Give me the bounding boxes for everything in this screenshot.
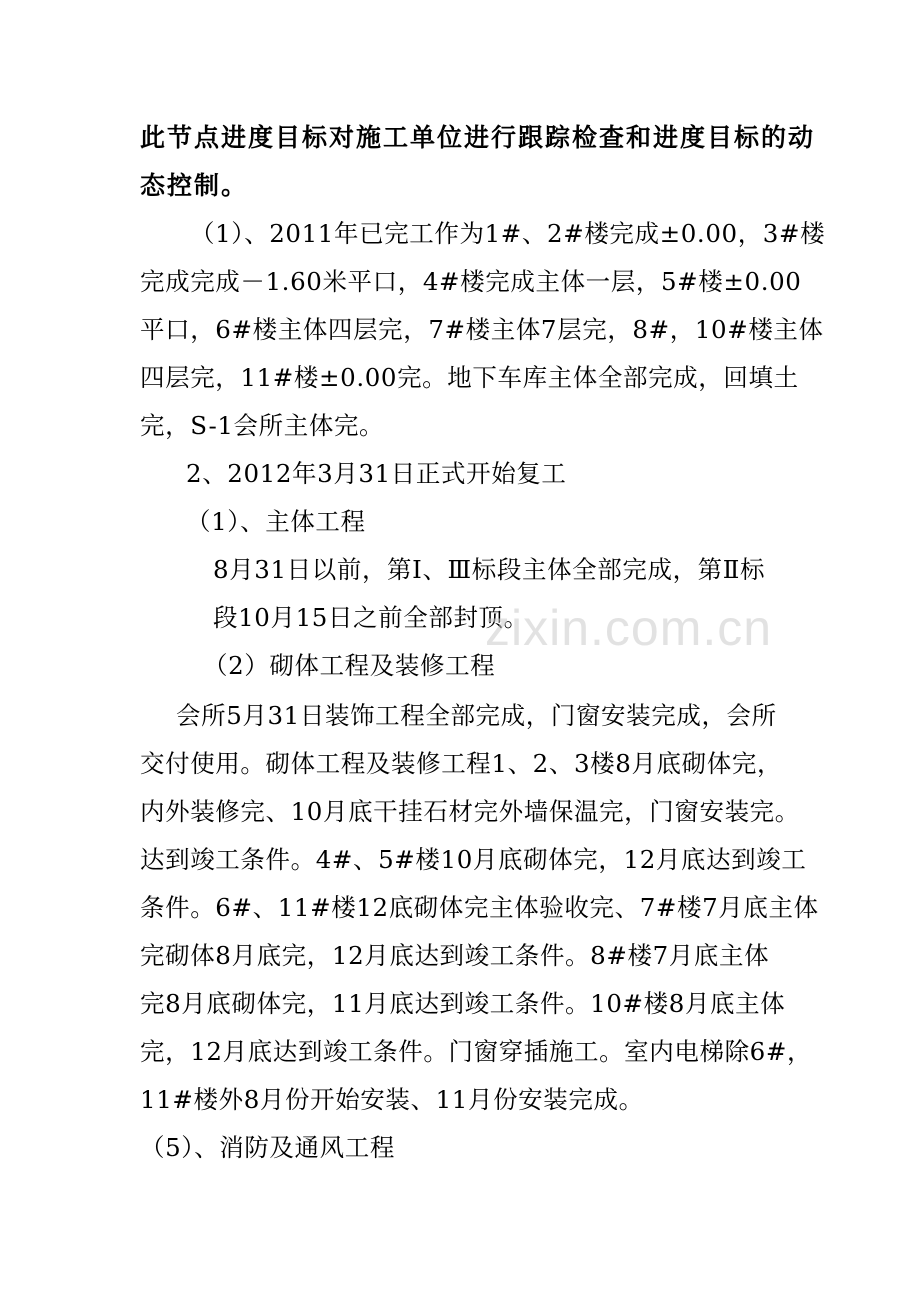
paragraph-line-15: 内外装修完、10月底干挂石材完外墙保温完，门窗安装完。 bbox=[140, 797, 800, 826]
paragraph-line-21: 11#楼外8月份开始安装、11月份安装完成。 bbox=[140, 1085, 644, 1114]
paragraph-line-19: 完8月底砌体完，11月底达到竣工条件。10#楼8月底主体 bbox=[140, 989, 786, 1018]
paragraph-line-14: 交付使用。砌体工程及装修工程1、2、3楼8月底砌体完， bbox=[140, 749, 783, 778]
paragraph-line-10: 8月31日以前，第Ⅰ、Ⅲ标段主体全部完成，第Ⅱ标 bbox=[213, 555, 766, 584]
subsection-heading-masonry: （2）砌体工程及装修工程 bbox=[203, 651, 496, 680]
paragraph-line-5: 平口，6#楼主体四层完，7#楼主体7层完，8#，10#楼主体 bbox=[140, 315, 824, 344]
subsection-heading-fire-ventilation: （5）、消防及通风工程 bbox=[140, 1133, 395, 1162]
paragraph-line-6: 四层完，11#楼±0.00完。地下车库主体全部完成，回填土 bbox=[140, 363, 799, 392]
paragraph-line-2: 态控制。 bbox=[140, 171, 249, 200]
paragraph-line-17: 条件。6#、11#楼12底砌体完主体验收完、7#楼7月底主体 bbox=[140, 893, 819, 922]
subsection-heading-main-structure: （1）、主体工程 bbox=[186, 507, 366, 536]
paragraph-line-16: 达到竣工条件。4#、5#楼10月底砌体完，12月底达到竣工 bbox=[140, 845, 807, 874]
paragraph-line-4: 完成完成－1.60米平口，4#楼完成主体一层，5#楼±0.00 bbox=[140, 267, 802, 296]
paragraph-line-11: 段10月15日之前全部封顶。 bbox=[213, 603, 529, 632]
paragraph-line-3: （1）、2011年已完工作为1#、2#楼完成±0.00，3#楼 bbox=[190, 219, 826, 248]
watermark-text: zixin.com.cn bbox=[485, 600, 773, 656]
paragraph-line-13: 会所5月31日装饰工程全部完成，门窗安装完成，会所 bbox=[176, 701, 777, 730]
paragraph-line-18: 完砌体8月底完，12月底达到竣工条件。8#楼7月底主体 bbox=[140, 941, 770, 970]
paragraph-line-20: 完，12月底达到竣工条件。门窗穿插施工。室内电梯除6#， bbox=[140, 1037, 813, 1066]
paragraph-line-1: 此节点进度目标对施工单位进行跟踪检查和进度目标的动 bbox=[140, 123, 816, 152]
paragraph-line-7: 完，S-1会所主体完。 bbox=[140, 411, 385, 440]
section-heading-2012: 2、2012年3月31日正式开始复工 bbox=[186, 459, 567, 488]
